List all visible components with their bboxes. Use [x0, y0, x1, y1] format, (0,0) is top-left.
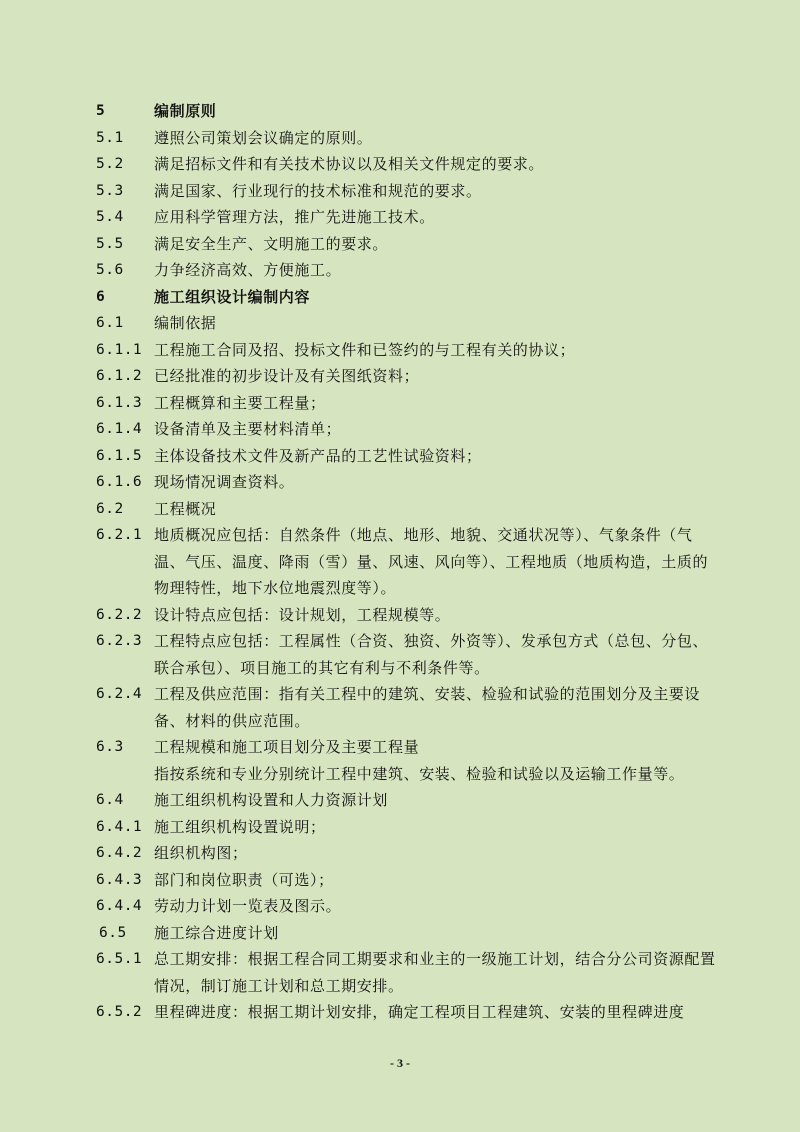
- item-number: 6.5.1: [96, 951, 143, 967]
- list-item: [96, 443, 716, 470]
- item-number: 6.3: [96, 739, 124, 755]
- item-number: 5.5: [96, 235, 124, 252]
- item-text: 工程概况: [154, 499, 217, 518]
- item-text: 满足安全生产、文明施工的要求。: [154, 234, 389, 253]
- page-number: - 3 -: [390, 1056, 410, 1070]
- item-number: 5.2: [96, 156, 124, 172]
- item-number: 6.2.2: [96, 606, 143, 623]
- item-number: 6: [96, 288, 106, 305]
- list-item: [96, 681, 716, 734]
- item-text: 现场情况调查资料。: [154, 473, 295, 491]
- document-body: [96, 98, 716, 1026]
- list-item: [96, 946, 716, 999]
- item-number: 6.4.1: [96, 818, 143, 835]
- item-text: 组织机构图；: [154, 844, 248, 862]
- list-item: [96, 840, 716, 867]
- item-number: 6.5.2: [96, 1004, 143, 1020]
- item-number: 6.2.3: [96, 633, 143, 649]
- list-item: [96, 920, 716, 947]
- item-text: 工程特点应包括：工程属性（合资、独资、外资等）、发承包方式（总包、分包、联合承包）、项目施工的其它有利与不利条件等。: [154, 632, 709, 677]
- list-item: [96, 231, 716, 258]
- list-item: [96, 257, 716, 284]
- item-text: 劳动力计划一览表及图示。: [154, 897, 342, 915]
- item-text: 设计特点应包括：设计规划，工程规模等。: [154, 605, 451, 624]
- item-number: 5: [96, 103, 106, 119]
- list-item: [96, 390, 716, 417]
- item-text: 里程碑进度：根据工期计划安排，确定工程项目工程建筑、安装的里程碑进度: [154, 1003, 685, 1021]
- list-item: [96, 469, 716, 496]
- list-item: [96, 893, 716, 920]
- list-item: [96, 363, 716, 390]
- item-number: 6.1.1: [96, 341, 143, 358]
- item-number: 6.1.6: [96, 474, 143, 490]
- item-text: 指按系统和专业分别统计工程中建筑、安装、检验和试验以及运输工作量等。: [154, 764, 685, 783]
- list-item: [96, 787, 716, 814]
- list-item: [96, 867, 716, 894]
- item-text: 满足国家、行业现行的技术标准和规范的要求。: [154, 181, 482, 200]
- list-item: [96, 310, 716, 337]
- list-item: [96, 125, 716, 152]
- list-item: [96, 628, 716, 681]
- item-text: 施工组织机构设置说明；: [154, 817, 326, 836]
- item-number: 6.1.2: [96, 368, 143, 384]
- item-number: 5.1: [96, 129, 124, 146]
- item-text: 应用科学管理方法，推广先进施工技术。: [154, 208, 435, 226]
- item-text: 满足招标文件和有关技术协议以及相关文件规定的要求。: [154, 155, 545, 173]
- item-text: 工程规模和施工项目划分及主要工程量: [154, 738, 420, 756]
- item-text: 主体设备技术文件及新产品的工艺性试验资料；: [154, 446, 482, 465]
- item-text: 施工组织设计编制内容: [154, 287, 311, 306]
- item-text: 编制原则: [154, 102, 217, 120]
- list-item: [96, 496, 716, 523]
- list-item: [96, 522, 716, 602]
- item-text: 编制依据: [154, 314, 217, 332]
- list-item: [96, 337, 716, 364]
- item-number: 6.4: [96, 792, 124, 808]
- section-heading: [96, 98, 716, 125]
- item-number: 5.6: [96, 262, 124, 278]
- item-text: 工程概算和主要工程量；: [154, 393, 326, 412]
- item-number: 6.1.5: [96, 447, 143, 464]
- item-number: 6.2: [96, 500, 124, 517]
- item-number: 6.4.3: [96, 871, 143, 888]
- list-item: [96, 734, 716, 761]
- item-text: 已经批准的初步设计及有关图纸资料；: [154, 367, 420, 385]
- item-text: 工程及供应范围：指有关工程中的建筑、安装、检验和试验的范围划分及主要设备、材料的供应范围。: [154, 685, 701, 730]
- item-number: 5.4: [96, 209, 124, 225]
- list-item: [96, 178, 716, 205]
- list-item: [96, 416, 716, 443]
- item-number: 6.2.4: [96, 686, 143, 702]
- item-number: 6.4.2: [96, 845, 143, 861]
- list-item: [96, 151, 716, 178]
- item-text: 施工组织机构设置和人力资源计划: [154, 791, 389, 809]
- item-text: 总工期安排：根据工程合同工期要求和业主的一级施工计划，结合分公司资源配置情况，制订施工计划和总工期安排。: [154, 950, 716, 995]
- item-text: 施工综合进度计划: [154, 923, 279, 942]
- item-text: 工程施工合同及招、投标文件和已签约的与工程有关的协议；: [154, 340, 576, 359]
- item-text: 力争经济高效、方便施工。: [154, 261, 342, 279]
- section-heading: [96, 284, 716, 311]
- item-number: 6.1: [96, 315, 124, 331]
- item-number: 5.3: [96, 182, 124, 199]
- item-number: 6.2.1: [96, 527, 143, 543]
- list-item: [96, 761, 716, 788]
- item-number: 6.1.3: [96, 394, 143, 411]
- item-text: 地质概况应包括：自然条件（地点、地形、地貌、交通状况等）、气象条件（气温、气压、温度、降雨（雪）量、风速、风向等）、工程地质（地质构造，土质的物理特性，地下水位地震烈度等）。: [154, 526, 709, 597]
- list-item: [96, 602, 716, 629]
- item-number: 6.5: [99, 924, 127, 941]
- item-number: 6.4.4: [96, 898, 143, 914]
- item-number: 6.1.4: [96, 421, 143, 437]
- item-text: 部门和岗位职责（可选）；: [154, 870, 334, 889]
- list-item: [96, 814, 716, 841]
- item-text: 设备清单及主要材料清单；: [154, 420, 342, 438]
- list-item: [96, 999, 716, 1026]
- list-item: [96, 204, 716, 231]
- item-text: 遵照公司策划会议确定的原则。: [154, 128, 373, 147]
